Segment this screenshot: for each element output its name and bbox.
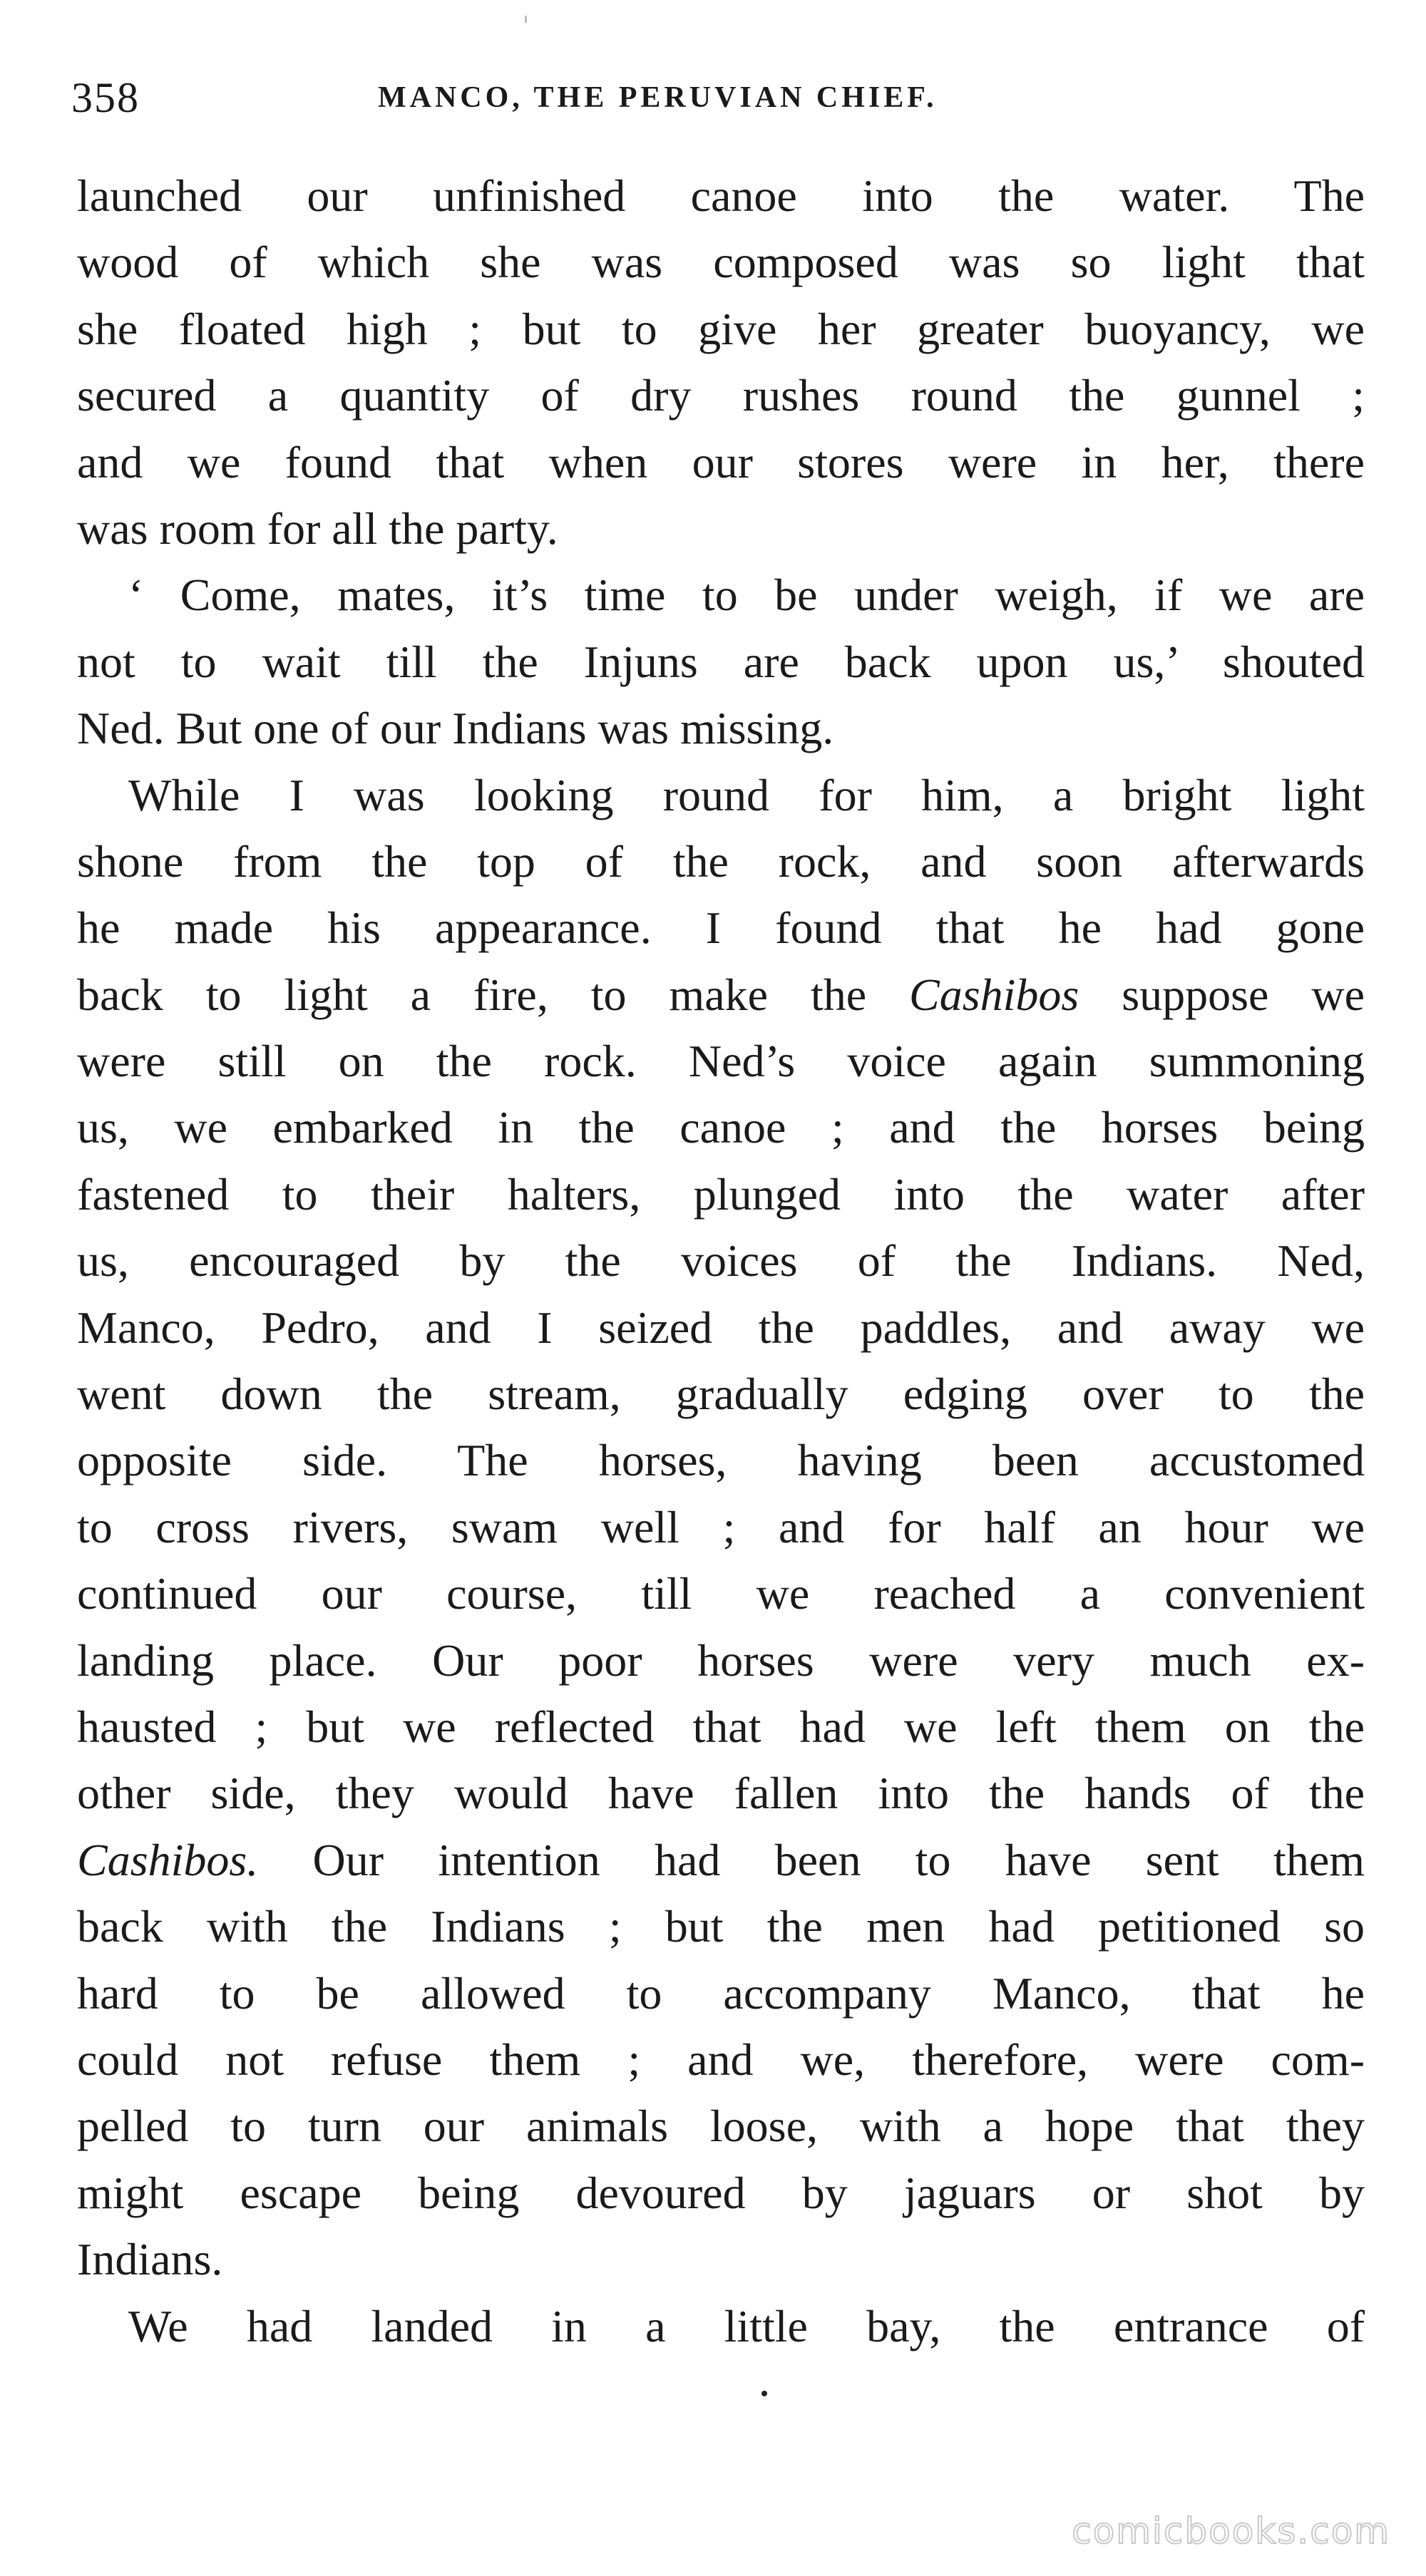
body-text — [77, 163, 1365, 2359]
text-line: he made his appearance. I found that he had gone — [77, 902, 1365, 954]
text-line: us, we embarked in the canoe ; and the horses being — [77, 1102, 1365, 1153]
text-line: were still on the rock. Ned’s voice again summoning — [77, 1036, 1365, 1087]
page-header — [71, 66, 1369, 130]
text-line — [77, 1827, 1365, 1893]
text-line: and we found that when our stores were in her, there — [77, 436, 1365, 488]
watermark: comicbooks.com — [1072, 2510, 1390, 2552]
text-line: fastened to their halters, plunged into the water after — [77, 1168, 1365, 1220]
text-span: Our intention had been to have sent them — [258, 1834, 1365, 1885]
text-line: other side, they would have fallen into the hands of the — [77, 1768, 1365, 1819]
paper-speck — [525, 16, 527, 23]
text-line: landing place. Our poor horses were very much ex- — [77, 1634, 1365, 1686]
text-line: launched our unfinished canoe into the water. The — [77, 170, 1365, 221]
text-line: continued our course, till we reached a convenient — [77, 1568, 1365, 1619]
text-line: to cross rivers, swam well ; and for half an hour we — [77, 1501, 1365, 1552]
text-line: opposite side. The horses, having been accustomed — [77, 1435, 1365, 1486]
text-line: Manco, Pedro, and I seized the paddles, and away we — [77, 1302, 1365, 1353]
text-line — [77, 962, 1365, 1028]
italic-text: Cashibos — [909, 969, 1079, 1020]
text-line: ‘ Come, mates, it’s time to be under weigh, if we are — [128, 570, 1365, 621]
text-line: pelled to turn our animals loose, with a hope that they — [77, 2101, 1365, 2152]
text-line: was room for all the party. — [77, 503, 558, 554]
text-line: shone from the top of the rock, and soon afterwards — [77, 835, 1365, 887]
text-line: back with the Indians ; but the men had petitioned so — [77, 1901, 1365, 1952]
text-line: might escape being devoured by jaguars or shot by — [77, 2167, 1365, 2218]
page-number: 358 — [71, 74, 140, 121]
text-line: secured a quantity of dry rushes round the gunnel ; — [77, 370, 1365, 421]
text-line: not to wait till the Injuns are back upon us,’ shouted — [77, 636, 1365, 687]
text-line: Indians. — [77, 2234, 223, 2285]
text-line: she floated high ; but to give her greater buoyancy, we — [77, 303, 1365, 354]
text-line: hard to be allowed to accompany Manco, that he — [77, 1967, 1365, 2019]
running-head: MANCO, THE PERUVIAN CHIEF. — [378, 81, 938, 114]
text-span: suppose we — [1079, 969, 1365, 1020]
text-line: went down the stream, gradually edging over to the — [77, 1369, 1365, 1420]
text-line: We had landed in a little bay, the entrance of — [128, 2300, 1365, 2351]
text-line: Ned. But one of our Indians was missing. — [77, 703, 834, 754]
text-line: could not refuse them ; and we, therefore, were com- — [77, 2034, 1365, 2085]
ink-dot — [761, 2391, 767, 2396]
text-line: wood of which she was composed was so light that — [77, 237, 1365, 288]
text-line: hausted ; but we reflected that had we left them on the — [77, 1701, 1365, 1752]
italic-text: Cashibos. — [77, 1834, 259, 1885]
text-line: us, encouraged by the voices of the Indians. Ned, — [77, 1235, 1365, 1287]
text-line: While I was looking round for him, a bright light — [128, 769, 1365, 820]
text-span: back to light a fire, to make the — [77, 969, 910, 1020]
